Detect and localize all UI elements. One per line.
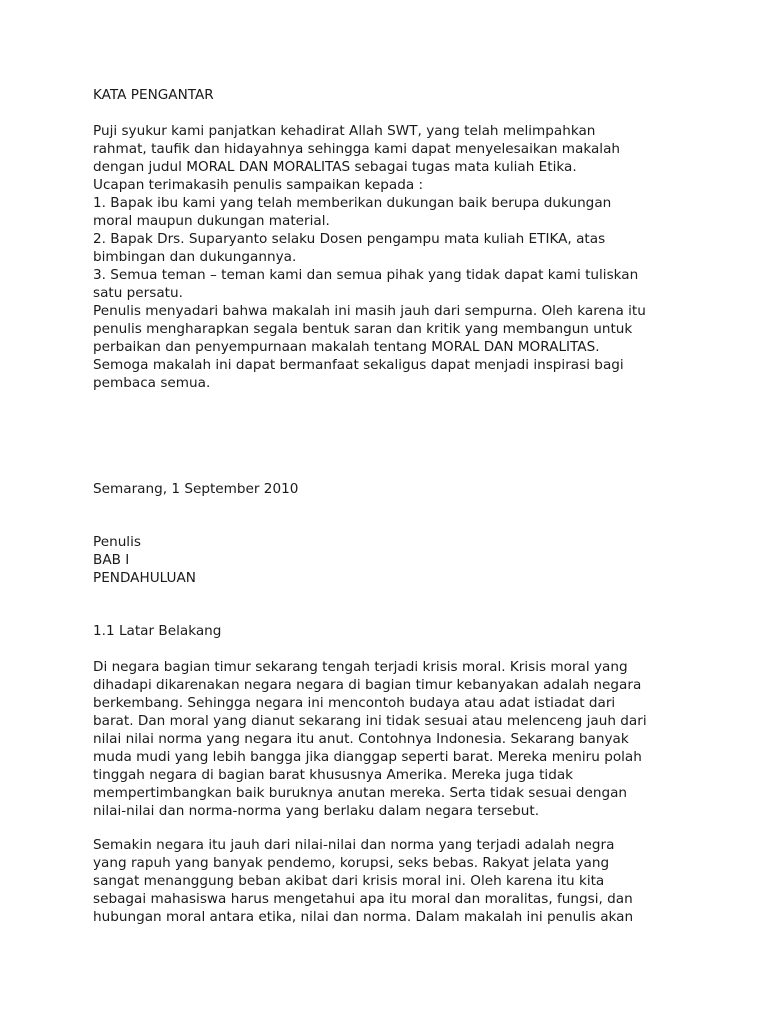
body-line: mempertimbangkan baik buruknya anutan mereka. Serta tidak sesuai dengan	[93, 785, 628, 801]
preface-line: 1. Bapak ibu kami yang telah memberikan dukungan baik berupa dukungan	[93, 195, 612, 211]
preface-line: dengan judul MORAL DAN MORALITAS sebagai tugas mata kuliah Etika.	[93, 159, 577, 175]
body-paragraph-1	[93, 658, 693, 820]
preface-line: moral maupun dukungan material.	[93, 213, 330, 229]
body-line: Di negara bagian timur sekarang tengah terjadi krisis moral. Krisis moral yang	[93, 659, 628, 675]
preface-line: Ucapan terimakasih penulis sampaikan kepada :	[93, 177, 424, 193]
preface-line: Penulis menyadari bahwa makalah ini masih jauh dari sempurna. Oleh karena itu	[93, 303, 646, 319]
place-date	[93, 480, 693, 498]
body-line: barat. Dan moral yang dianut sekarang ini tidak sesuai atau melenceng jauh dari	[93, 713, 647, 729]
preface-line: satu persatu.	[93, 285, 183, 301]
preface-paragraph	[93, 122, 693, 392]
place-date-text: Semarang, 1 September 2010	[93, 481, 299, 497]
body-paragraph-2	[93, 836, 693, 926]
preface-line: bimbingan dan dukungannya.	[93, 249, 297, 265]
body-line: dihadapi dikarenakan negara negara di bagian timur kebanyakan adalah negara	[93, 677, 642, 693]
preface-line: rahmat, taufik dan hidayahnya sehingga kami dapat menyelesaikan makalah	[93, 141, 621, 157]
preface-line: 3. Semua teman – teman kami dan semua pihak yang tidak dapat kami tuliskan	[93, 267, 639, 283]
chapter-number: BAB I	[93, 552, 130, 568]
body-line: sangat menanggung beban akibat dari krisis moral ini. Oleh karena itu kita	[93, 873, 605, 889]
section-heading	[93, 622, 693, 640]
body-line: yang rapuh yang banyak pendemo, korupsi, seks bebas. Rakyat jelata yang	[93, 855, 610, 871]
preface-title-text: KATA PENGANTAR	[93, 87, 214, 103]
body-line: sebagai mahasiswa harus mengetahui apa itu moral dan moralitas, fungsi, dan	[93, 891, 633, 907]
preface-line: penulis mengharapkan segala bentuk saran dan kritik yang membangun untuk	[93, 321, 633, 337]
preface-line: 2. Bapak Drs. Suparyanto selaku Dosen pengampu mata kuliah ETIKA, atas	[93, 231, 606, 247]
body-line: Semakin negara itu jauh dari nilai-nilai dan norma yang terjadi adalah negra	[93, 837, 615, 853]
body-line: tinggah negara di bagian barat khususnya Amerika. Mereka juga tidak	[93, 767, 574, 783]
body-line: nilai-nilai dan norma-norma yang berlaku dalam negara tersebut.	[93, 803, 540, 819]
preface-line: perbaikan dan penyempurnaan makalah tentang MORAL DAN MORALITAS.	[93, 339, 600, 355]
preface-line: pembaca semua.	[93, 375, 211, 391]
section-heading-text: 1.1 Latar Belakang	[93, 623, 222, 639]
body-line: hubungan moral antara etika, nilai dan norma. Dalam makalah ini penulis akan	[93, 909, 634, 925]
author-label: Penulis	[93, 534, 141, 550]
body-line: berkembang. Sehingga negara ini mencontoh budaya atau adat istiadat dari	[93, 695, 616, 711]
preface-line: Semoga makalah ini dapat bermanfaat sekaligus dapat menjadi inspirasi bagi	[93, 357, 624, 373]
chapter-title: PENDAHULUAN	[93, 570, 196, 586]
signature-and-chapter-heading	[93, 533, 693, 587]
body-line: nilai nilai norma yang negara itu anut. Contohnya Indonesia. Sekarang banyak	[93, 731, 629, 747]
body-line: muda mudi yang lebih bangga jika dianggap seperti barat. Mereka meniru polah	[93, 749, 642, 765]
preface-title	[93, 86, 693, 104]
preface-line: Puji syukur kami panjatkan kehadirat Allah SWT, yang telah melimpahkan	[93, 123, 596, 139]
